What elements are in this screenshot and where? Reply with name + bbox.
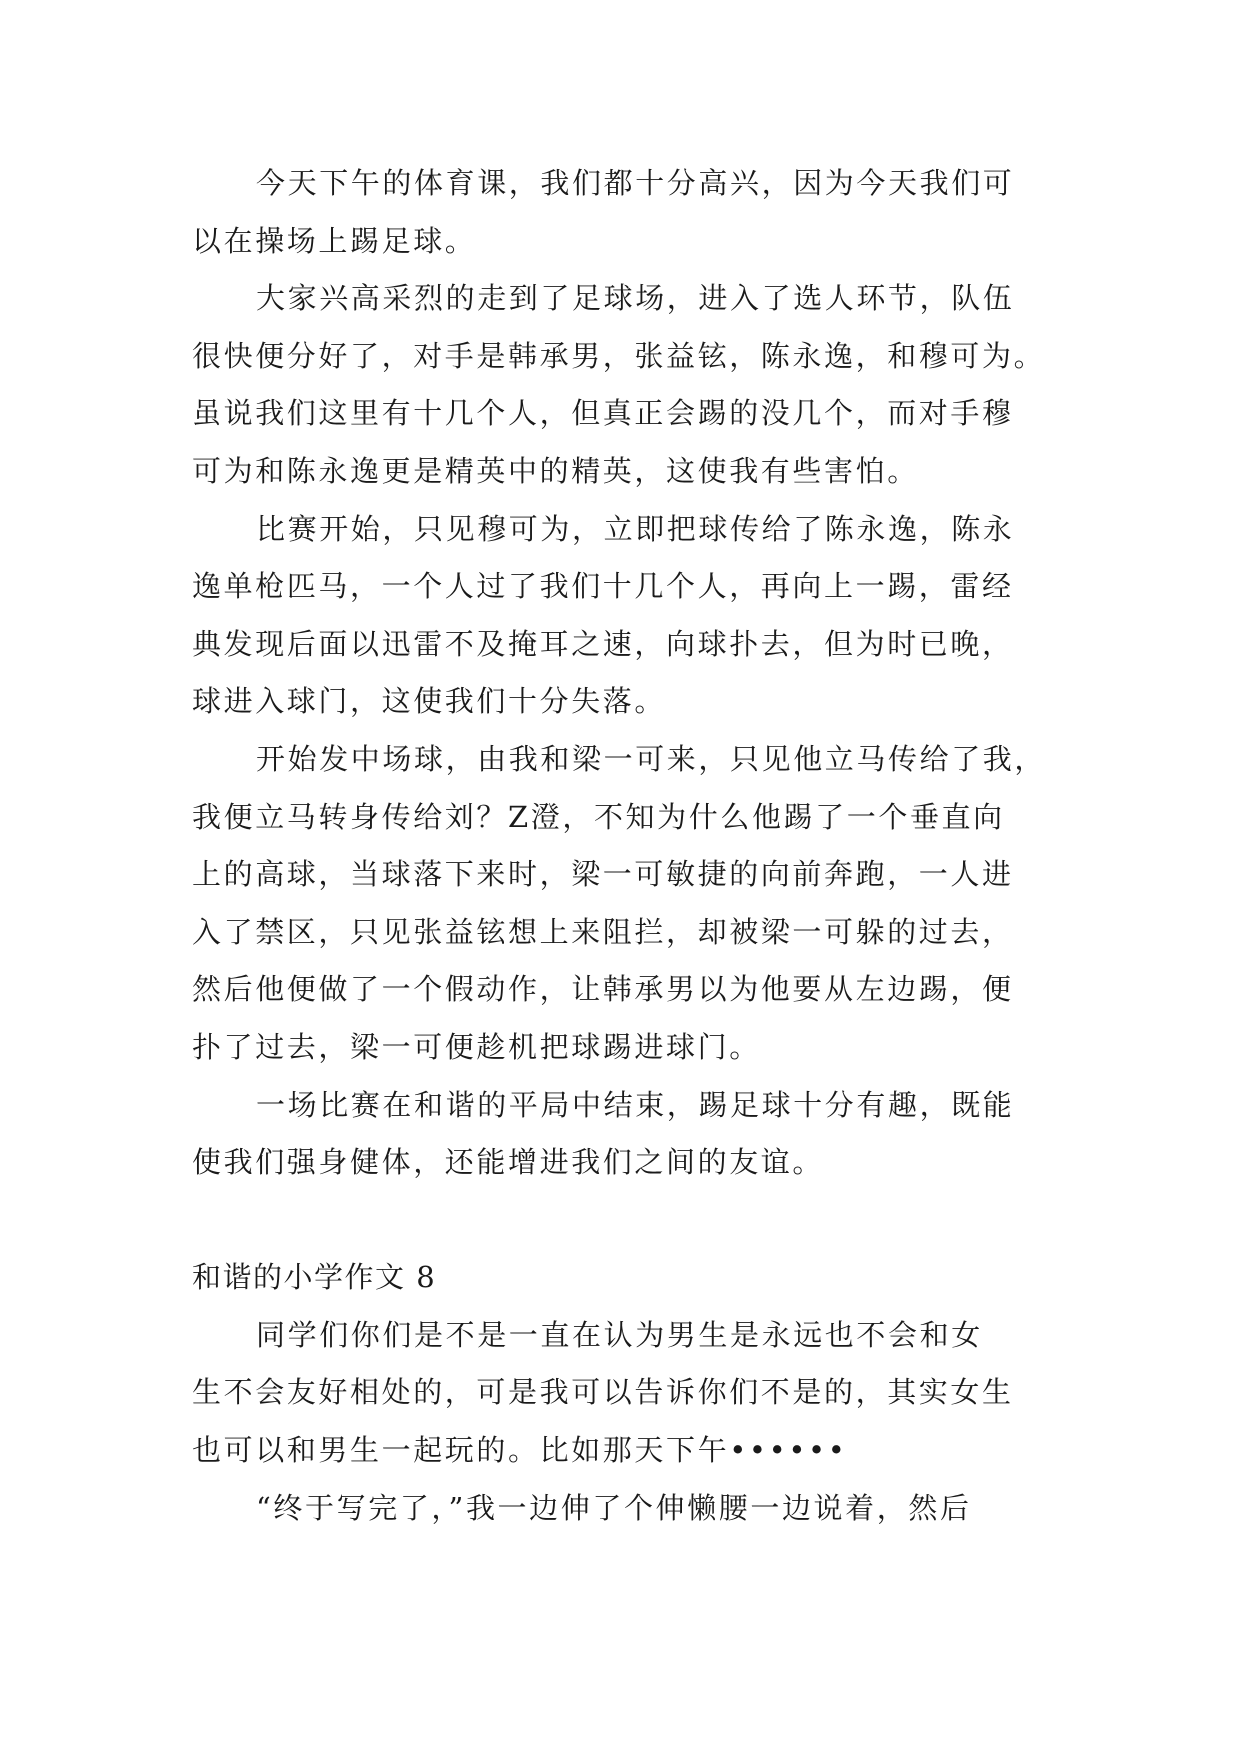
text-line: 比赛开始，只见穆可为，立即把球传给了陈永逸，陈永 [256,511,1015,546]
text-line: 典发现后面以迅雷不及掩耳之速，向球扑去，但为时已晚， [192,626,1014,661]
text-line: 扑了过去，梁一可便趁机把球踢进球门。 [192,1029,761,1064]
paragraph [192,270,1062,500]
text-line: 上的高球，当球落下来时，梁一可敏捷的向前奔跑，一人进 [192,857,1014,892]
text-line: 虽说我们这里有十几个人，但真正会踢的没几个，而对手穆 [192,396,1014,431]
text-line: 同学们你们是不是一直在认为男生是永远也不会和女 [256,1317,983,1352]
paragraph [192,1307,1062,1480]
text-line: 今天下午的体育课，我们都十分高兴，因为今天我们可 [256,166,1015,200]
paragraph [192,1077,1062,1192]
text-line: 生不会友好相处的，可是我可以告诉你们不是的，其实女生 [192,1375,1014,1410]
text-line: 逸单枪匹马，一个人过了我们十几个人，再向上一踢，雷经 [192,569,1014,604]
document-body [192,155,1062,1537]
paragraph [192,501,1062,731]
text-line: 然后他便做了一个假动作，让韩承男以为他要从左边踢，便 [192,972,1014,1007]
text-line: 以在操场上踢足球。 [192,223,477,258]
text-line: 我便立马转身传给刘？Z澄，不知为什么他踢了一个垂直向 [192,799,1005,834]
text-line: 大家兴高采烈的走到了足球场，进入了选人环节，队伍 [256,281,1015,316]
text-line: 开始发中场球，由我和梁一可来，只见他立马传给了我， [256,741,1047,776]
text-line: 球进入球门，这使我们十分失落。 [192,684,667,719]
text-line: 也可以和男生一起玩的。比如那天下午•••••• [192,1433,848,1468]
text-line: 可为和陈永逸更是精英中的精英，这使我有些害怕。 [192,453,919,488]
text-line: 一场比赛在和谐的平局中结束，踢足球十分有趣，既能 [256,1087,1015,1122]
text-line: 入了禁区，只见张益铉想上来阻拦，却被梁一可躲的过去， [192,914,1014,949]
text-line: 很快便分好了，对手是韩承男，张益铉，陈永逸，和穆可为。 [192,338,1046,373]
text-line: 使我们强身健体，还能增进我们之间的友谊。 [192,1145,825,1180]
blank-line [192,1192,1062,1250]
text-line: “终于写完了，”我一边伸了个伸懒腰一边说着，然后 [256,1490,972,1525]
paragraph [192,1480,1062,1538]
section-heading: 和谐的小学作文 8 [192,1260,437,1295]
paragraph [192,731,1062,1077]
paragraph [192,155,1062,270]
